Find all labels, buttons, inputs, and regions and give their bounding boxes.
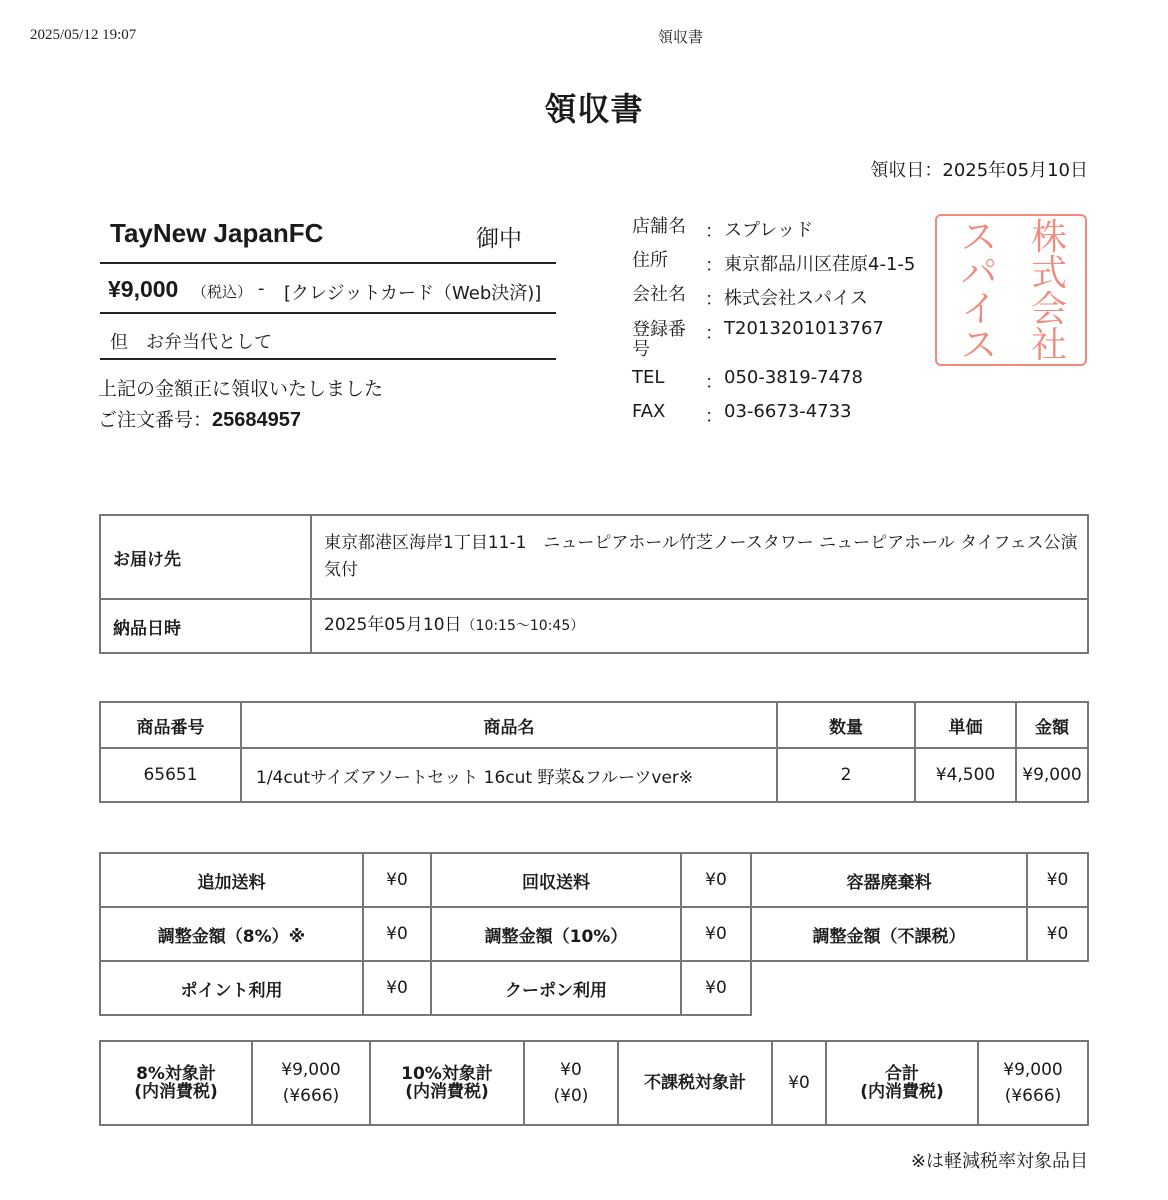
tax-included-note: （税込） xyxy=(192,283,253,301)
return-fee: ¥0 xyxy=(681,853,751,907)
points-label: ポイント利用 xyxy=(100,961,363,1015)
delivery-address: 東京都港区海岸1丁目11-1 ニューピアホール竹芝ノースタワー ニューピアホール タイフェス公演気付 xyxy=(311,515,1088,599)
registration-colon: ： xyxy=(705,323,723,344)
address-value: 東京都品川区荏原4-1-5 xyxy=(724,254,916,275)
grand-total-value: ¥9,000 xyxy=(1003,1060,1063,1080)
registration-label: 登録番号 xyxy=(632,319,686,360)
order-number: 25684957 xyxy=(212,409,301,431)
delivery-datetime xyxy=(311,599,1088,653)
total-10-label-line2: (内消費税) xyxy=(405,1082,489,1102)
total-8 xyxy=(252,1041,370,1125)
company-value: 株式会社スパイス xyxy=(724,288,868,309)
total-10 xyxy=(524,1041,618,1125)
company-colon: ： xyxy=(705,289,723,310)
document-title: 領収書 xyxy=(544,90,644,128)
shipping-fee-label: 追加送料 xyxy=(100,853,363,907)
disposal-fee-label: 容器廃棄料 xyxy=(751,853,1027,907)
adjustment-10: ¥0 xyxy=(681,907,751,961)
return-fee-label: 回収送料 xyxy=(431,853,681,907)
print-timestamp: 2025/05/12 19:07 xyxy=(30,27,137,43)
recipient-name-row xyxy=(100,212,556,264)
items-table xyxy=(99,701,1089,803)
issue-date: 領収日：2025年05月10日 xyxy=(870,160,1088,181)
total-10-value: ¥0 xyxy=(560,1060,582,1080)
nontax-total-label: 不課税対象計 xyxy=(618,1041,772,1125)
delivery-datetime-label: 納品日時 xyxy=(100,599,311,653)
seal-column-right: 株 式 会 社 xyxy=(1030,217,1067,366)
print-header-title: 領収書 xyxy=(658,30,704,46)
quantity: 2 xyxy=(777,748,915,802)
fax-label: FAX xyxy=(632,401,666,422)
total-10-tax: (¥0) xyxy=(553,1086,589,1106)
order-number-label: ご注文番号： xyxy=(98,409,213,431)
header-product-name: 商品名 xyxy=(241,702,777,748)
fax-value: 03-6673-4733 xyxy=(724,401,852,422)
company-label: 会社名 xyxy=(632,284,686,305)
header-quantity: 数量 xyxy=(777,702,915,748)
store-name-colon: ： xyxy=(705,221,723,242)
registration-value: T2013201013767 xyxy=(724,318,884,339)
product-code: 65651 xyxy=(100,748,241,802)
coupon: ¥0 xyxy=(681,961,751,1015)
grand-total-label xyxy=(826,1041,978,1125)
product-name: 1/4cutサイズアソートセット 16cut 野菜&フルーツver※ xyxy=(241,748,777,802)
grand-total-label-line2: (内消費税) xyxy=(860,1082,944,1102)
total-8-label-line1: 8%対象計 xyxy=(136,1064,216,1084)
total-8-label xyxy=(100,1041,252,1125)
receipt-amount: ¥9,000 xyxy=(108,276,179,302)
honorific: 御中 xyxy=(476,226,522,252)
line-amount: ¥9,000 xyxy=(1016,748,1088,802)
nontax-total: ¥0 xyxy=(772,1041,826,1125)
tel-value: 050-3819-7478 xyxy=(724,367,863,388)
recipient-name: TayNew JapanFC xyxy=(110,218,324,248)
table-row xyxy=(100,748,1088,802)
empty-cell xyxy=(1027,961,1088,1015)
delivery-date: 2025年05月10日 xyxy=(324,615,462,635)
delivery-table xyxy=(99,514,1089,654)
recipient-block xyxy=(100,212,556,360)
seal-column-left: ス パ イ ス xyxy=(960,217,997,366)
total-10-label-line1: 10%対象計 xyxy=(401,1064,493,1084)
shipping-fee: ¥0 xyxy=(363,853,431,907)
unit-price: ¥4,500 xyxy=(915,748,1016,802)
company-seal xyxy=(935,214,1087,366)
adjustment-nontax: ¥0 xyxy=(1027,907,1088,961)
adjustment-10-label: 調整金額（10%） xyxy=(431,907,681,961)
coupon-label: クーポン利用 xyxy=(431,961,681,1015)
store-name-label: 店舗名 xyxy=(632,216,686,237)
empty-cell xyxy=(751,961,1027,1015)
reduced-tax-footnote: ※は軽減税率対象品目 xyxy=(910,1151,1088,1172)
amount-row xyxy=(100,264,556,314)
grand-total-label-line1: 合計 xyxy=(885,1064,919,1084)
delivery-address-label: お届け先 xyxy=(100,515,311,599)
header-product-code: 商品番号 xyxy=(100,702,241,748)
proviso-row xyxy=(100,314,556,360)
proviso: 但 お弁当代として xyxy=(110,332,272,353)
adjustment-8: ¥0 xyxy=(363,907,431,961)
disposal-fee: ¥0 xyxy=(1027,853,1088,907)
adjustment-nontax-label: 調整金額（不課税） xyxy=(751,907,1027,961)
order-number-line xyxy=(98,405,301,432)
received-statement: 上記の金額正に領収いたしました xyxy=(98,378,384,400)
store-name-value: スプレッド xyxy=(724,220,814,241)
adjustment-8-label: 調整金額（8%）※ xyxy=(100,907,363,961)
header-unit-price: 単価 xyxy=(915,702,1016,748)
tel-colon: ： xyxy=(705,372,723,393)
address-colon: ： xyxy=(705,255,723,276)
header-amount: 金額 xyxy=(1016,702,1088,748)
fees-table xyxy=(99,852,1089,1016)
totals-table xyxy=(99,1040,1089,1126)
delivery-time: （10:15〜10:45） xyxy=(461,618,585,634)
payment-method: [クレジットカード（Web決済)] xyxy=(284,283,542,304)
fax-colon: ： xyxy=(705,406,723,427)
amount-dash: - xyxy=(258,278,265,299)
grand-total xyxy=(978,1041,1088,1125)
total-8-value: ¥9,000 xyxy=(281,1060,341,1080)
total-10-label xyxy=(370,1041,524,1125)
address-label: 住所 xyxy=(632,250,668,271)
total-8-tax: (¥666) xyxy=(282,1086,340,1106)
total-8-label-line2: (内消費税) xyxy=(134,1082,218,1102)
points: ¥0 xyxy=(363,961,431,1015)
tel-label: TEL xyxy=(632,367,665,388)
grand-total-tax: (¥666) xyxy=(1004,1086,1062,1106)
